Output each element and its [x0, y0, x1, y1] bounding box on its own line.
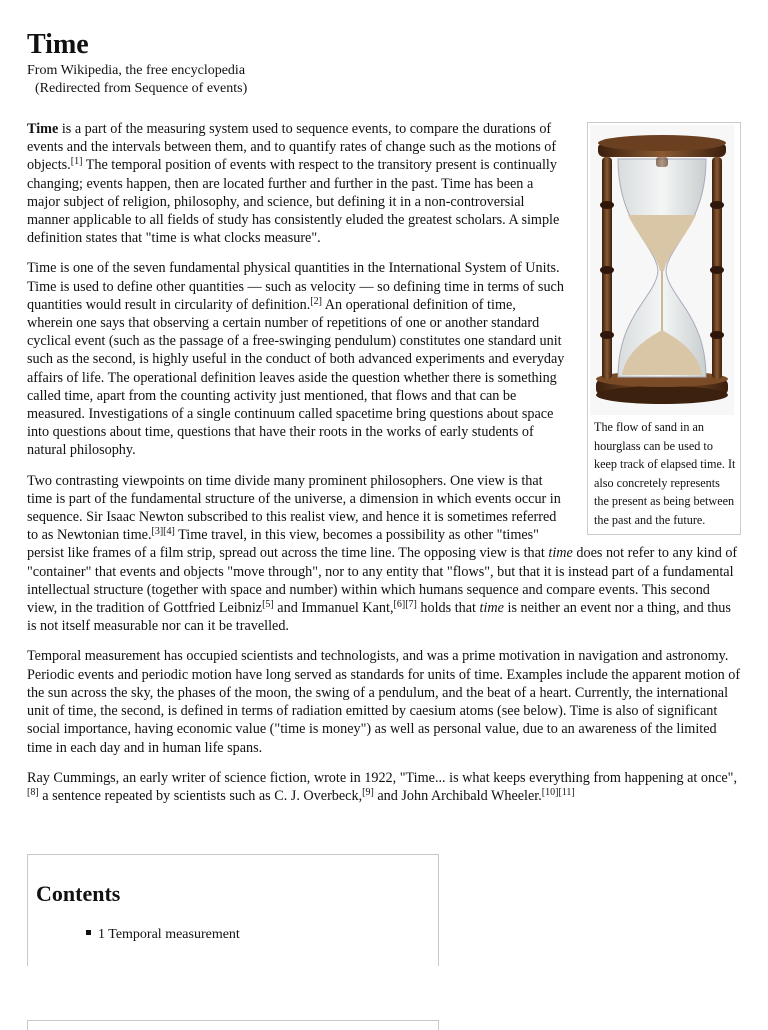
text-span: a sentence repeated by scientists such as C. J. Overbeck, — [38, 787, 363, 804]
text-span: The temporal position of events with respect to the transitory present is continually changing; events happen, then are located further and further in the past. Time has been a major subject of religion, philosophy, and science, but defining it in a non-controversial manner applicable to all fields of study has consistently eluded the greatest scholars. A simple definition states that "time is what clocks measure". — [27, 157, 560, 247]
table-of-contents — [27, 854, 439, 966]
reference-link[interactable]: [10][11] — [541, 786, 575, 798]
site-subtitle: From Wikipedia, the free encyclopedia — [27, 63, 246, 78]
text-span: and John Archibald Wheeler. — [373, 787, 542, 804]
figure-caption: The flow of sand in an hourglass can be used to keep track of elapsed time. It also concretely represents the present as being between the past and the future. — [594, 420, 736, 527]
figure-thumbnail — [587, 122, 741, 535]
paragraph-5 — [27, 769, 741, 805]
redirect-notice: (Redirected from Sequence of events) — [35, 81, 248, 96]
toc-item-label[interactable]: 1 Temporal measurement — [98, 927, 240, 942]
text-span: holds that — [416, 600, 480, 617]
next-section-box — [27, 1020, 439, 1030]
reference-link[interactable]: [2] — [310, 295, 322, 307]
text-span: and Immanuel Kant, — [273, 600, 394, 617]
text-span: is a part of the measuring system used to sequence events, to compare the durations of events and the intervals between them, and to quantify rates of change such as the motions of objects. — [27, 121, 557, 174]
text-span: Ray Cummings, an early writer of science fiction, wrote in 1922, "Time... is what keeps everything from happening at once", — [27, 769, 738, 786]
reference-link[interactable]: [5] — [262, 599, 274, 611]
text-span: does not refer to any kind of "container" that events and objects "move through", nor to any entity that "flows", but that it is instead part of a fundamental intellectual structure (together with space and number) within which humans sequence and compare events. This second view, in the tradition of Gottfried Leibniz — [27, 545, 738, 617]
bold-term: Time — [27, 121, 59, 137]
text-span: Time travel, in this view, becomes a possibility as other "times" persist like frames of a film strip, spread out across the time line. The opposing view is that — [27, 527, 549, 562]
bullet-icon — [86, 930, 91, 935]
toc-item[interactable] — [86, 927, 240, 943]
hourglass-image[interactable] — [590, 125, 734, 415]
reference-link[interactable]: [3][4] — [151, 526, 175, 538]
text-span: Time is one of the seven fundamental physical quantities in the International System of Units. Time is used to define other quantities — such as velocity — so defining time in terms of such quantities would result in circularity of definition. — [27, 260, 564, 313]
text-span: Two contrasting viewpoints on time divide many prominent philosophers. One view is that time is part of the fundamental structure of the universe, a dimension in which events occur in sequence. Sir Isaac Newton subscribed to this realist view, and hence it is sometimes referred to as Newtonian time. — [27, 472, 561, 544]
reference-link[interactable]: [9] — [362, 786, 374, 798]
reference-link[interactable]: [8] — [27, 786, 39, 798]
toc-list — [86, 927, 240, 943]
reference-link[interactable]: [6][7] — [393, 599, 417, 611]
text-span: An operational definition of time, wherein one says that observing a certain number of repetitions of one or another standard cyclical event (such as the passage of a free-swinging pendulum) constitutes one standard unit such as the second, is highly useful in the conduct of both advanced experiments and everyday affairs of life. The operational definition leaves aside the question whether there is something called time, apart from the counting activity just mentioned, that flows and that can be measured. Investigations of a single continuum called spacetime bring questions about space into questions about time, questions that have their roots in the works of early students of natural philosophy. — [27, 296, 565, 459]
italic-term: time — [548, 545, 573, 562]
italic-term: time — [479, 600, 504, 617]
article — [27, 28, 741, 817]
toc-heading: Contents — [36, 881, 121, 906]
reference-link[interactable]: [1] — [70, 156, 83, 168]
text-span: is neither an event nor a thing, and thus is not itself measurable nor can it be travelled. — [27, 600, 731, 635]
paragraph-4: Temporal measurement has occupied scientists and technologists, and was a prime motivation in navigation and astronomy. Periodic events and periodic motion have long served as standards for units of time. Examples include the apparent motion of the sun across the sky, the phases of the moon, the swing of a pendulum, and the beat of a heart. Currently, the international unit of time, the second, is defined in terms of radiation emitted by caesium atoms (see below). Time is also of significant social importance, having economic value ("time is money") as well as personal value, due to an awareness of the limited time in each day and in human life spans. — [27, 648, 741, 756]
page-title: Time — [27, 29, 89, 60]
